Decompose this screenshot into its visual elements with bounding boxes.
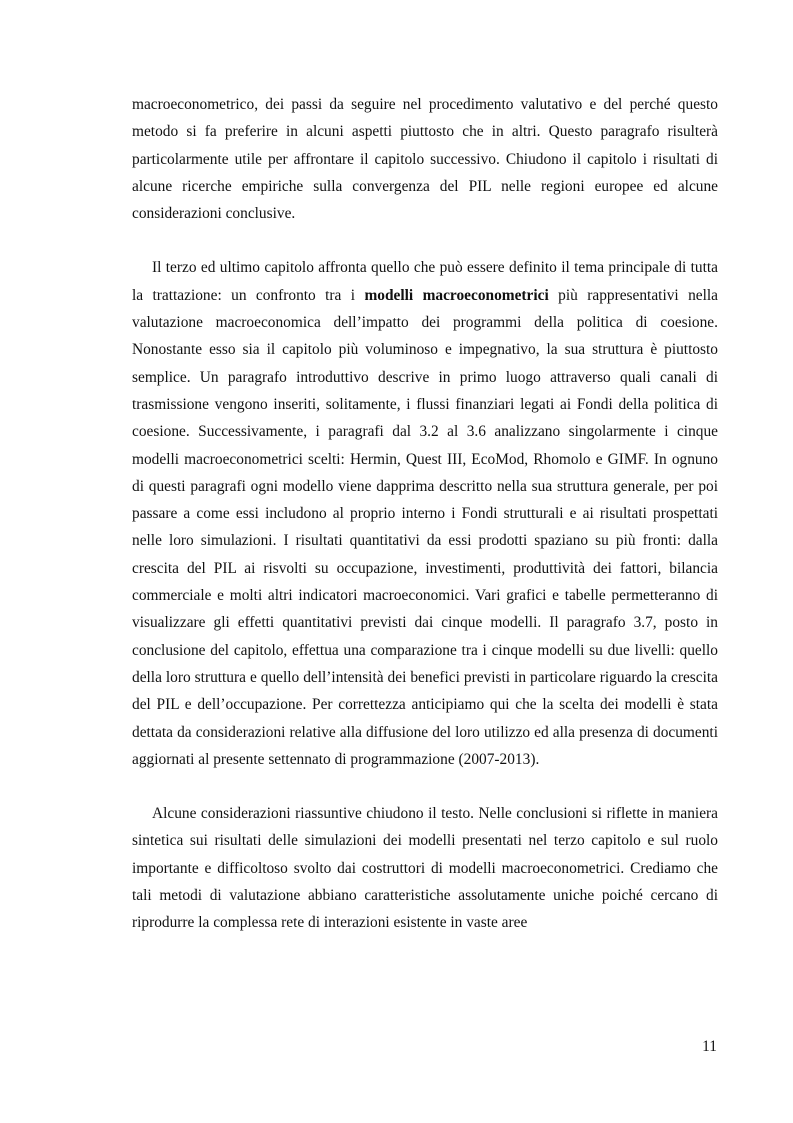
paragraph-1-text: macroeconometrico, dei passi da seguire nel procedimento valutativo e del perché questo metodo si fa preferire in alcuni aspetti piuttosto che in altri. Questo paragrafo risulterà particolarmente utile per affrontare il capitolo successivo. Chiudono il capitolo i risultati di alcune ricerche empiriche sulla convergenza del PIL nelle regioni europee ed alcune considerazioni conclusive. (132, 96, 718, 223)
paragraph-2 (132, 254, 718, 773)
paragraph-1 (132, 91, 718, 227)
bold-term-modelli-macroeconometrici: modelli macroeconometrici (364, 286, 549, 304)
paragraph-3 (132, 800, 718, 936)
document-page (132, 88, 718, 937)
paragraph-2-text-start: Il terzo ed ultimo capitolo affronta quello che può essere definito il tema principale di tutta la trattazione: un confronto tra i (132, 259, 718, 304)
page-number: 11 (702, 1038, 717, 1055)
paragraph-3-text: Alcune considerazioni riassuntive chiudono il testo. Nelle conclusioni si riflette in maniera sintetica sui risultati delle simulazioni dei modelli presentati nel terzo capitolo e sul ruolo importante e difficoltoso svolto dai costruttori di modelli macroeconometrici. Crediamo che tali metodi di valutazione abbiano caratteristiche assolutamente uniche poiché cercano di riprodurre la complessa rete di interazioni esistente in vaste aree (132, 805, 718, 932)
paragraph-2-text-end: più rappresentativi nella valutazione macroeconomica dell’impatto dei programmi della politica di coesione. Nonostante esso sia il capitolo più voluminoso e impegnativo, la sua struttura è piuttosto semplice. Un paragrafo introduttivo descrive in primo luogo attraverso quali canali di trasmissione vengono inseriti, solitamente, i flussi finanziari legati ai Fondi della politica di coesione. Successivamente, i paragrafi dal 3.2 al 3.6 analizzano singolarmente i cinque modelli macroeconometrici scelti: Hermin, Quest III, EcoMod, Rhomolo e GIMF. In ognuno di questi paragrafi ogni modello viene dapprima descritto nella sua struttura generale, per poi passare a come essi includono al proprio interno i Fondi strutturali e ai risultati prospettati nelle loro simulazioni. I risultati quantitativi da essi prodotti spaziano su più fronti: dalla crescita del PIL ai risvolti su occupazione, investimenti, produttività dei fattori, bilancia commerciale e molti altri indicatori macroeconomici. Vari grafici e tabelle permetteranno di visualizzare gli effetti quantitativi previsti dai cinque modelli. Il paragrafo 3.7, posto in conclusione del capitolo, effettua una comparazione tra i cinque modelli su due livelli: quello della loro struttura e quello dell’intensità dei benefici previsti in particolare riguardo la crescita del PIL e dell’occupazione. Per correttezza anticipiamo qui che la scelta dei modelli è stata dettata da considerazioni relative alla diffusione del loro utilizzo ed alla presenza di documenti aggiornati al presente settennato di programmazione (2007-2013). (132, 286, 718, 768)
